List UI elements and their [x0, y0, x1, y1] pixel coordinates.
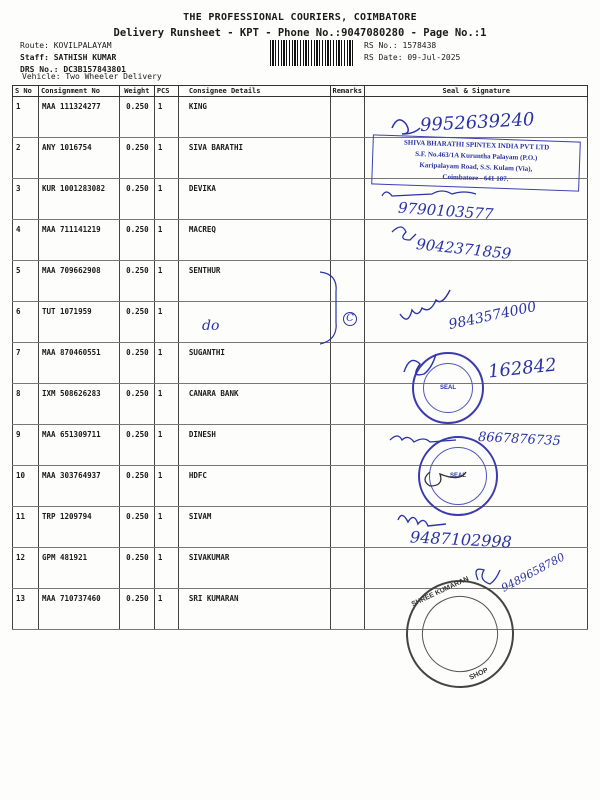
cell-consignee: CANARA BANK — [178, 384, 330, 425]
cell-pcs: 1 — [154, 220, 178, 261]
col-consignee: Consignee Details — [178, 86, 330, 97]
company-stamp-row2 — [371, 134, 581, 191]
col-consignment: Consignment No — [38, 86, 119, 97]
cell-pcs: 1 — [154, 302, 178, 343]
cell-pcs: 1 — [154, 138, 178, 179]
cell-consignment: TUT 1071959 — [38, 302, 119, 343]
cell-consignee: MACREQ — [178, 220, 330, 261]
cell-remarks — [330, 589, 365, 630]
cell-pcs: 1 — [154, 548, 178, 589]
cell-pcs: 1 — [154, 507, 178, 548]
meta-left — [20, 40, 126, 76]
cell-sno: 6 — [13, 302, 39, 343]
cell-pcs: 1 — [154, 97, 178, 138]
cell-seal — [365, 261, 588, 302]
cell-remarks — [330, 220, 365, 261]
cell-remarks — [330, 97, 365, 138]
cell-consignment: KUR 1001283082 — [38, 179, 119, 220]
cell-consignee: DINESH — [178, 425, 330, 466]
route-label: Route: KOVILPALAYAM — [20, 41, 112, 50]
cell-pcs: 1 — [154, 261, 178, 302]
rs-no-label: RS No.: 1578438 — [364, 41, 437, 50]
hand-phone-3: 9790103577 — [397, 198, 494, 224]
remark-circle-mark: C — [343, 312, 357, 326]
cell-weight: 0.250 — [119, 589, 154, 630]
cell-consignee: SRI KUMARAN — [178, 589, 330, 630]
cell-sno: 9 — [13, 425, 39, 466]
table-row — [13, 384, 588, 425]
cell-consignee: KING — [178, 97, 330, 138]
col-weight: Weight — [119, 86, 154, 97]
cell-consignee: DEVIKA — [178, 179, 330, 220]
cell-weight: 0.250 — [119, 302, 154, 343]
cell-pcs: 1 — [154, 589, 178, 630]
hand-phone-12: 9487102998 — [409, 527, 513, 552]
seal-label: SEAL — [449, 472, 466, 479]
cell-weight: 0.250 — [119, 507, 154, 548]
table-row — [13, 261, 588, 302]
cell-sno: 13 — [13, 589, 39, 630]
company-title: THE PROFESSIONAL COURIERS, COIMBATORE — [183, 12, 417, 23]
cell-weight: 0.250 — [119, 138, 154, 179]
shree-top-text: SHREE KUMARAN — [410, 575, 471, 609]
table-row — [13, 466, 588, 507]
col-seal: Seal & Signature — [365, 86, 588, 97]
cell-weight: 0.250 — [119, 384, 154, 425]
cell-weight: 0.250 — [119, 425, 154, 466]
cell-sno: 5 — [13, 261, 39, 302]
cell-consignment: MAA 709662908 — [38, 261, 119, 302]
cell-consignment: IXM 508626283 — [38, 384, 119, 425]
cell-remarks — [330, 425, 365, 466]
hand-phone-13: 9489658780 — [499, 550, 567, 595]
cell-pcs: 1 — [154, 384, 178, 425]
stamp-line: Coimbatore - 641 107. — [442, 172, 509, 184]
cell-pcs: 1 — [154, 466, 178, 507]
meta-right — [364, 40, 460, 64]
cell-pcs: 1 — [154, 179, 178, 220]
cell-consignment: ANY 1016754 — [38, 138, 119, 179]
cell-weight: 0.250 — [119, 179, 154, 220]
cell-sno: 10 — [13, 466, 39, 507]
barcode — [270, 40, 355, 66]
cell-sno: 12 — [13, 548, 39, 589]
vehicle-label: Vehicle: Two Wheeler Delivery — [22, 72, 162, 81]
drs-label: DRS No.: DC3B157843801 — [20, 65, 126, 74]
hand-phone-9: 8667876735 — [477, 429, 562, 450]
hand-phone-4: 9042371859 — [415, 235, 513, 263]
cell-remarks — [330, 548, 365, 589]
cell-consignment: GPM 481921 — [38, 548, 119, 589]
cell-remarks — [330, 261, 365, 302]
cell-consignment: MAA 111324277 — [38, 97, 119, 138]
hand-note-6: do — [202, 318, 220, 334]
cell-pcs: 1 — [154, 425, 178, 466]
cell-sno: 2 — [13, 138, 39, 179]
round-seal-10 — [418, 436, 498, 516]
col-sno: S No — [13, 86, 39, 97]
stamp-line: Karipalayam Road, S.S. Kulam (Via), — [419, 161, 533, 173]
cell-remarks — [330, 343, 365, 384]
cell-sno: 11 — [13, 507, 39, 548]
cell-remarks — [330, 138, 365, 179]
table-header-row — [13, 86, 588, 97]
cell-weight: 0.250 — [119, 466, 154, 507]
cell-consignment: MAA 710737460 — [38, 589, 119, 630]
cell-consignee: SIVAKUMAR — [178, 548, 330, 589]
cell-consignee: SIVAM — [178, 507, 330, 548]
runsheet-subtitle: Delivery Runsheet - KPT - Phone No.:9047080280 - Page No.:1 — [113, 27, 487, 39]
col-pcs: PCS — [154, 86, 178, 97]
cell-consignee: SUGANTHI — [178, 343, 330, 384]
cell-consignment: MAA 651309711 — [38, 425, 119, 466]
cell-weight: 0.250 — [119, 220, 154, 261]
cell-sno: 1 — [13, 97, 39, 138]
cell-consignee: HDFC — [178, 466, 330, 507]
cell-sno: 4 — [13, 220, 39, 261]
cell-sno: 3 — [13, 179, 39, 220]
cell-consignment: MAA 303764937 — [38, 466, 119, 507]
cell-weight: 0.250 — [119, 97, 154, 138]
col-remarks: Remarks — [330, 86, 365, 97]
round-seal-7 — [412, 352, 484, 424]
cell-remarks — [330, 466, 365, 507]
cell-remarks — [330, 507, 365, 548]
cell-sno: 8 — [13, 384, 39, 425]
cell-consignee: SIVA BARATHI — [178, 138, 330, 179]
cell-pcs: 1 — [154, 343, 178, 384]
seal-label: SEAL — [439, 385, 456, 392]
hand-phone-6: 9843574000 — [447, 298, 538, 334]
cell-weight: 0.250 — [119, 261, 154, 302]
stamp-line: S.F. No.463/1A Kuruntha Palayam (P.O.) — [415, 149, 538, 163]
cell-consignment: MAA 711141219 — [38, 220, 119, 261]
cell-sno: 7 — [13, 343, 39, 384]
hand-phone-1: 9952639240 — [419, 109, 536, 136]
cell-consignment: MAA 870460551 — [38, 343, 119, 384]
cell-consignee: SENTHUR — [178, 261, 330, 302]
hand-phone-7: 162842 — [487, 354, 558, 383]
cell-remarks — [330, 384, 365, 425]
cell-weight: 0.250 — [119, 343, 154, 384]
staff-label: Staff: SATHISH KUMAR — [20, 53, 117, 62]
stamp-line: SHIVA BHARATHI SPINTEX INDIA PVT LTD — [403, 138, 550, 152]
cell-remarks — [330, 179, 365, 220]
cell-weight: 0.250 — [119, 548, 154, 589]
cell-consignment: TRP 1209794 — [38, 507, 119, 548]
shree-bottom-text: SHOP — [468, 666, 490, 682]
rs-date-label: RS Date: 09-Jul-2025 — [364, 53, 461, 62]
